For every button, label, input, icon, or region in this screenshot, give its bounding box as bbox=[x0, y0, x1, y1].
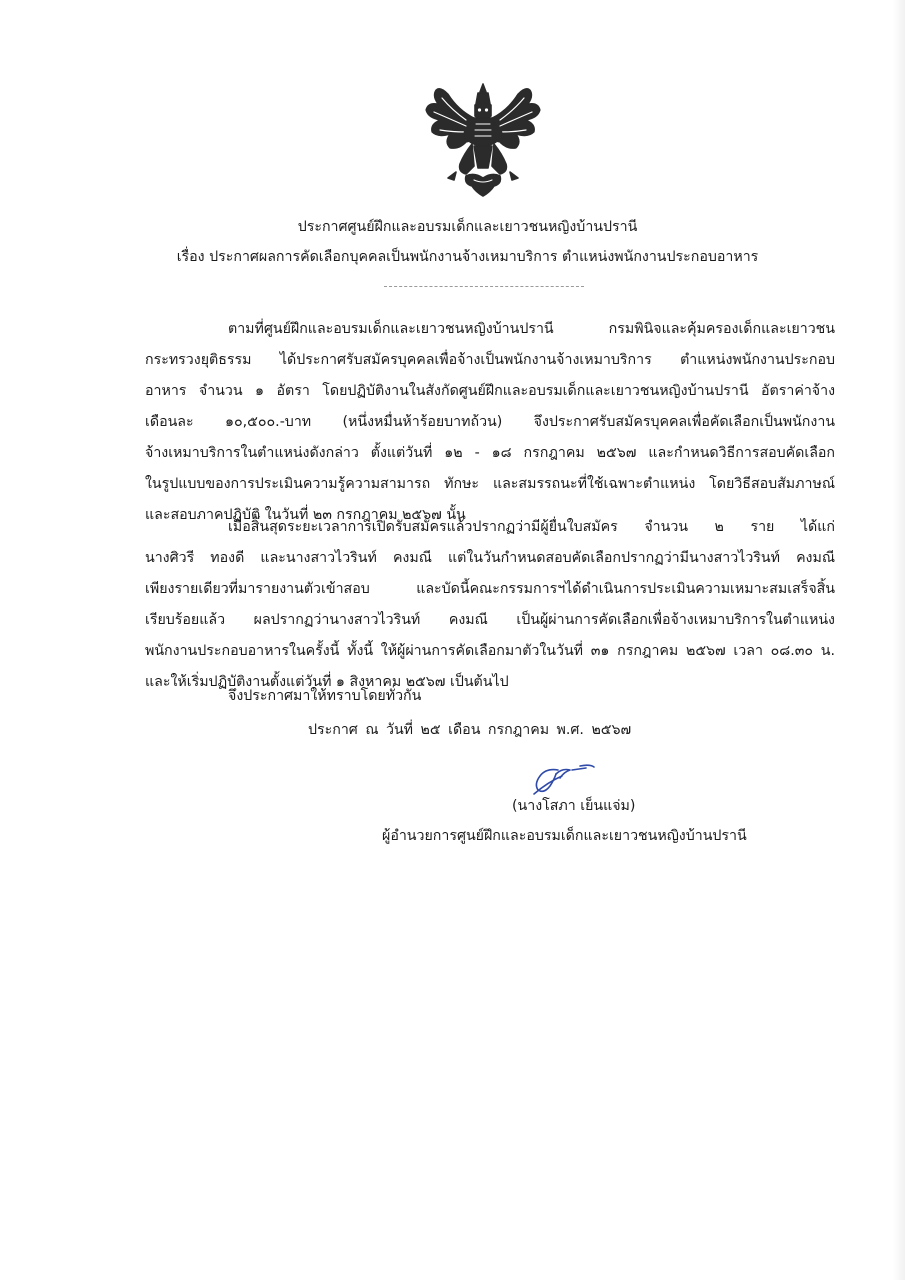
paragraph1-line: และสอบภาคปฏิบัติ ในวันที่ ๒๓ กรกฎาคม ๒๕๖๗ นั้น bbox=[145, 507, 466, 523]
paragraph2-line: และให้เริ่มปฏิบัติงานตั้งแต่วันที่ ๑ สิงหาคม ๒๕๖๗ เป็นต้นไป bbox=[145, 674, 509, 690]
paragraph1-line: ตามที่ศูนย์ฝึกและอบรมเด็กและเยาวชนหญิงบ้านปรานี กรมพินิจและคุ้มครองเด็กและเยาวชน bbox=[228, 321, 835, 337]
paragraph2-line: พนักงานประกอบอาหารในครั้งนี้ ทั้งนี้ ให้ผู้ผ่านการคัดเลือกมาตัวในวันที่ ๓๑ กรกฎาคม ๒๕๖๗ เวลา ๐๘.๓๐ น. bbox=[145, 643, 835, 659]
paragraph1-line: กระทรวงยุติธรรม ได้ประกาศรับสมัครบุคคลเพื่อจ้างเป็นพนักงานจ้างเหมาบริการ ตำแหน่งพนักงานประกอบ bbox=[145, 352, 835, 368]
announcement-title: ประกาศศูนย์ฝึกและอบรมเด็กและเยาวชนหญิงบ้านปรานี bbox=[297, 219, 638, 235]
signer-title: ผู้อำนวยการศูนย์ฝึกและอบรมเด็กและเยาวชนหญิงบ้านปรานี bbox=[382, 828, 747, 844]
paragraph2-line: เพียงรายเดียวที่มารายงานตัวเข้าสอบ และบัดนี้คณะกรรมการฯได้ดำเนินการประเมินความเหมาะสมเสร็จสิ้น bbox=[145, 581, 835, 597]
scan-edge-shadow bbox=[893, 0, 905, 1280]
paragraph2-line: เมื่อสิ้นสุดระยะเวลาการเปิดรับสมัครแล้วปรากฏว่ามีผู้ยื่นใบสมัคร จำนวน ๒ ราย ได้แก่ bbox=[228, 519, 835, 535]
handwritten-signature bbox=[528, 758, 598, 800]
announcement-date: ประกาศ ณ วันที่ ๒๕ เดือน กรกฎาคม พ.ศ. ๒๕๖๗ bbox=[308, 722, 632, 738]
paragraph1-line: เดือนละ ๑๐,๕๐๐.-บาท (หนึ่งหมื่นห้าร้อยบาทถ้วน) จึงประกาศรับสมัครบุคคลเพื่อคัดเลือกเป็นพนักงาน bbox=[145, 414, 835, 430]
signer-name: (นางโสภา เย็นแจ่ม) bbox=[512, 798, 636, 814]
paragraph2-line: เรียบร้อยแล้ว ผลปรากฏว่านางสาวไวรินท์ คงมณี เป็นผู้ผ่านการคัดเลือกเพื่อจ้างเหมาบริการในตำแหน่ง bbox=[145, 612, 835, 628]
paragraph1-line: ในรูปแบบของการประเมินความรู้ความสามารถ ทักษะ และสมรรถนะที่ใช้เฉพาะตำแหน่ง โดยวิธีสอบสัมภาษณ์ bbox=[145, 476, 835, 492]
paragraph1-line: อาหาร จำนวน ๑ อัตรา โดยปฏิบัติงานในสังกัดศูนย์ฝึกและอบรมเด็กและเยาวชนหญิงบ้านปรานี อัตราค่าจ้าง bbox=[145, 383, 835, 399]
paragraph1-line: จ้างเหมาบริการในตำแหน่งดังกล่าว ตั้งแต่วันที่ ๑๒ - ๑๘ กรกฎาคม ๒๕๖๗ และกำหนดวิธีการสอบคัดเลือก bbox=[145, 445, 835, 461]
header-divider bbox=[384, 286, 584, 287]
paragraph2-line: นางศิวรี ทองดี และนางสาวไวรินท์ คงมณี แต่ในวันกำหนดสอบคัดเลือกปรากฏว่ามีนางสาวไวรินท์ คงมณี bbox=[145, 550, 835, 566]
garuda-emblem-icon bbox=[418, 80, 548, 200]
closing-statement: จึงประกาศมาให้ทราบโดยทั่วกัน bbox=[228, 688, 422, 704]
announcement-subject: เรื่อง ประกาศผลการคัดเลือกบุคคลเป็นพนักงานจ้างเหมาบริการ ตำแหน่งพนักงานประกอบอาหาร bbox=[176, 249, 759, 265]
